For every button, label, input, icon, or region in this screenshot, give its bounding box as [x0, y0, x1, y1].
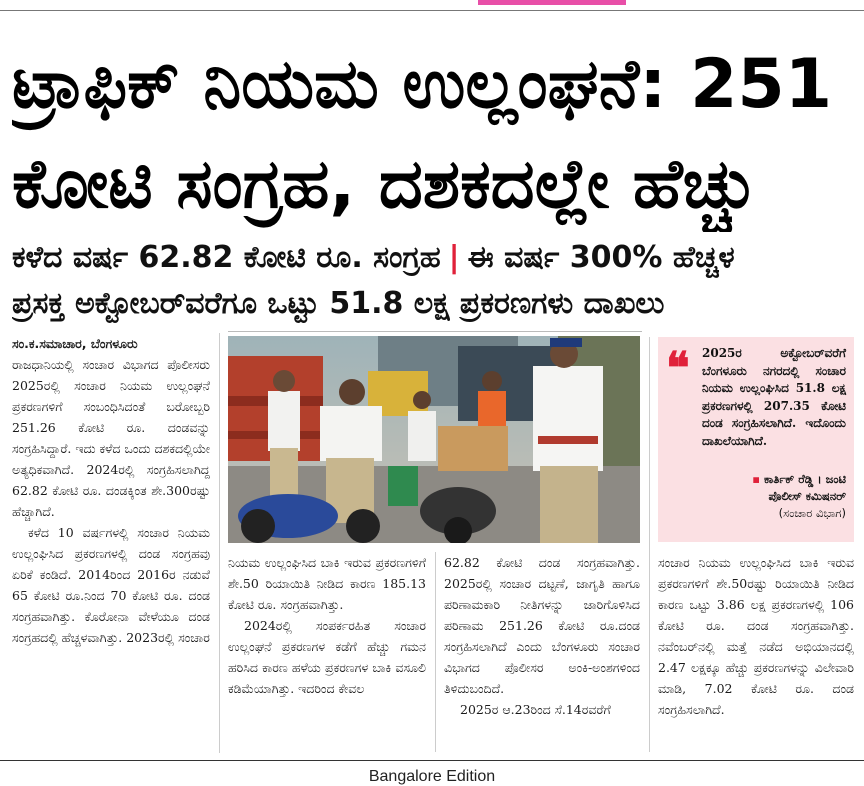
headline-line-1: ಟ್ರಾಫಿಕ್ ನಿಯಮ ಉಲ್ಲಂಘನೆ: 251: [12, 45, 833, 124]
article-column-4: [658, 552, 854, 752]
article-paragraph: ನಿಯಮ ಉಲ್ಲಂಘಿಸಿದ ಬಾಕಿ ಇರುವ ಪ್ರಕರಣಗಳಿಗೆ ಶೇ.50 ರಿಯಾಯಿತಿ ನೀಡಿದ ಕಾರಣ 185.13 ಕೋಟಿ ರೂ. ಸಂಗ್ರಹವಾಗಿತ್ತು.: [228, 555, 426, 612]
headline-line-2: ಕೋಟಿ ಸಂಗ್ರಹ, ದಶಕದಲ್ಲೇ ಹೆಚ್ಚು: [12, 145, 758, 224]
photo-illustration: [228, 336, 640, 543]
quote-mark-icon: ❝: [666, 343, 690, 394]
article-column-1: [12, 333, 210, 753]
article-paragraph: ಕಳೆದ 10 ವರ್ಷಗಳಲ್ಲಿ ಸಂಚಾರ ನಿಯಮ ಉಲ್ಲಂಘಿಸಿದ ಪ್ರಕರಣಗಳಲ್ಲಿ ದಂಡ ಸಂಗ್ರಹವು ಏರಿಕೆ ಕಂಡಿದೆ. 2014ರಿಂದ 2016ರ ನಡುವೆ 65 ಕೋಟಿ ರೂ.ನಿಂದ 70 ಕೋಟಿ ರೂ. ದಂಡ ಸಂಗ್ರಹವಾಗಿತ್ತು. ಕೊರೋನಾ ವೇಳೆಯೂ ದಂಡ ಸಂಗ್ರಹದಲ್ಲಿ ಹೆಚ್ಚಳವಾಗಿತ್ತು. 2023ರಲ್ಲಿ ಸಂಚಾರ: [12, 525, 210, 645]
subhead-line-1: [12, 237, 856, 279]
column-divider: [219, 333, 220, 753]
subhead-part-b: ಈ ವರ್ಷ 300% ಹೆಚ್ಚಳ: [467, 240, 735, 275]
column-divider: [649, 337, 650, 752]
subhead-line-2: ಪ್ರಸಕ್ತ ಅಕ್ಟೋಬರ್‌ವರೆಗೂ ಒಟ್ಟು 51.8 ಲಕ್ಷ ಪ್ರಕರಣಗಳು ದಾಖಲು: [12, 286, 665, 321]
quote-box: [658, 337, 854, 542]
quote-author-role: (ಸಂಚಾರ ವಿಭಾಗ): [778, 506, 846, 520]
article-paragraph: 62.82 ಕೋಟಿ ದಂಡ ಸಂಗ್ರಹವಾಗಿತ್ತು. 2025ರಲ್ಲಿ ಸಂಚಾರ ದಟ್ಟಣೆ, ಜಾಗೃತಿ ಹಾಗೂ ಪರಿಣಾಮಕಾರಿ ನೀತಿಗಳನ್ನು ಜಾರಿಗೊಳಿಸಿದ ಪರಿಣಾಮ 251.26 ಕೋಟಿ ರೂ.ದಂಡ ಸಂಗ್ರಹಿಸಲಾಗಿದೆ ಎಂದು ಬೆಂಗಳೂರು ಸಂಚಾರ ವಿಭಾಗದ ಪೊಲೀಸರ ಅಂಕಿ-ಅಂಶಗಳಿಂದ ತಿಳಿದುಬಂದಿದೆ.: [444, 555, 640, 696]
quote-text: 2025ರ ಅಕ್ಟೋಬರ್‌ವರೆಗೆ ಬೆಂಗಳೂರು ನಗರದಲ್ಲಿ ಸಂಚಾರ ನಿಯಮ ಉಲ್ಲಂಘಿಸಿದ 51.8 ಲಕ್ಷ ಪ್ರಕರಣಗಳಲ್ಲಿ 207.35 ಕೋಟಿ ದಂಡ ಸಂಗ್ರಹಿಸಲಾಗಿದೆ. ಇದೊಂದು ದಾಖಲೆಯಾಗಿದೆ.: [702, 346, 846, 448]
article-column-3: [444, 552, 640, 752]
subhead-separator: |: [448, 240, 460, 275]
subhead-part-a: ಕಳೆದ ವರ್ಷ 62.82 ಕೋಟಿ ರೂ. ಸಂಗ್ರಹ: [12, 240, 441, 275]
article-paragraph: ರಾಜಧಾನಿಯಲ್ಲಿ ಸಂಚಾರ ವಿಭಾಗದ ಪೊಲೀಸರು 2025ರಲ್ಲಿ ಸಂಚಾರ ನಿಯಮ ಉಲ್ಲಂಘನೆ ಪ್ರಕರಣಗಳಿಗೆ ಸಂಬಂಧಿಸಿದಂತೆ ಬರೋಬ್ಬರಿ 251.26 ಕೋಟಿ ರೂ. ದಂಡವನ್ನು ಸಂಗ್ರಹಿಸಿದ್ದಾರೆ. ಇದು ಕಳೆದ ಒಂದು ದಶಕದಲ್ಲಿಯೇ ಅತ್ಯಧಿಕವಾಗಿದೆ. 2024ರಲ್ಲಿ ಸಂಗ್ರಹಿಸಲಾಗಿದ್ದ 62.82 ಕೋಟಿ ರೂ. ದಂಡಕ್ಕಿಂತ ಶೇ.300ರಷ್ಟು ಹೆಚ್ಚಾಗಿದೆ.: [12, 357, 210, 519]
article-paragraph: 2024ರಲ್ಲಿ ಸಂಪರ್ಕರಹಿತ ಸಂಚಾರ ಉಲ್ಲಂಘನೆ ಪ್ರಕರಣಗಳ ಕಡೆಗೆ ಹೆಚ್ಚು ಗಮನ ಹರಿಸಿದ ಕಾರಣ ಹಳೆಯ ಪ್ರಕರಣಗಳ ಬಾಕಿ ವಸೂಲಿ ಕಡಿಮೆಯಾಗಿತ್ತು. ಇದರಿಂದ ಕೇವಲ: [228, 618, 426, 696]
quote-author: [718, 471, 846, 505]
byline: ಸಂ.ಕ.ಸಮಾಚಾರ, ಬೆಂಗಳೂರು: [12, 336, 138, 351]
article-column-2: [228, 552, 426, 752]
top-pink-bar: [478, 0, 626, 5]
article-paragraph: ಸಂಚಾರ ನಿಯಮ ಉಲ್ಲಂಘಿಸಿದ ಬಾಕಿ ಇರುವ ಪ್ರಕರಣಗಳಿಗೆ ಶೇ.50ರಷ್ಟು ರಿಯಾಯಿತಿ ನೀಡಿದ ಕಾರಣ ಒಟ್ಟು 3.86 ಲಕ್ಷ ಪ್ರಕರಣಗಳಲ್ಲಿ 106 ಕೋಟಿ ರೂ. ದಂಡ ಸಂಗ್ರಹವಾಗಿತ್ತು. ನವೆಂಬರ್‌ನಲ್ಲಿ ಮತ್ತೆ ನಡೆದ ಅಭಿಯಾನದಲ್ಲಿ 2.47 ಲಕ್ಷಕ್ಕೂ ಹೆಚ್ಚು ಪ್ರಕರಣಗಳನ್ನು ವಿಲೇವಾರಿ ಮಾಡಿ, 7.02 ಕೋಟಿ ರೂ. ದಂಡ ಸಂಗ್ರಹಿಸಲಾಗಿದೆ.: [658, 555, 854, 717]
quote-bullet-icon: ▪: [752, 472, 760, 486]
quote-author-name: ಕಾರ್ತಿಕ್ ರೆಡ್ಡಿ । ಜಂಟಿ ಪೊಲೀಸ್ ಕಮಿಷನರ್: [764, 472, 846, 503]
article-paragraph: 2025ರ ಆ.23ರಿಂದ ಸೆ.14ರವರೆಗೆ: [460, 702, 611, 717]
bottom-rule: [0, 760, 864, 761]
column-divider: [435, 552, 436, 752]
edition-label: Bangalore Edition: [368, 768, 496, 785]
section-rule: [228, 331, 642, 332]
traffic-police-photo: [228, 336, 640, 543]
top-rule: [0, 10, 864, 11]
